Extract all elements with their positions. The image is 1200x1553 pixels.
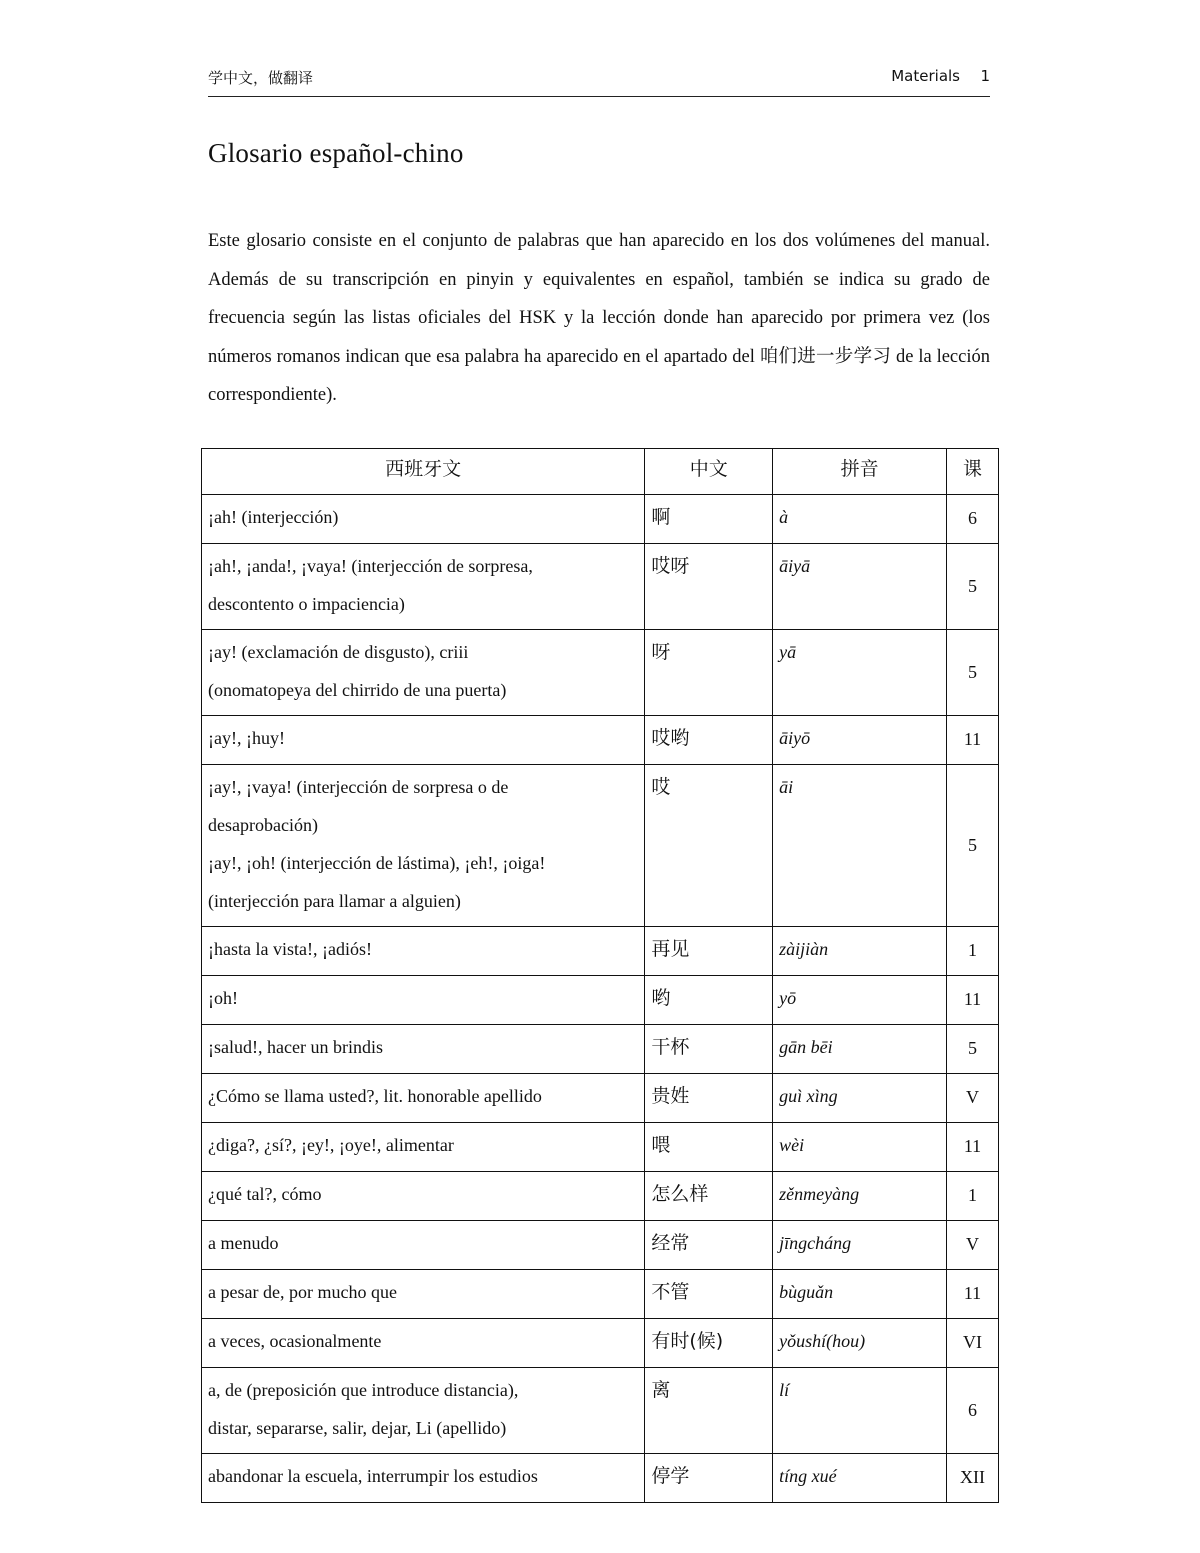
- glossary-table: [201, 448, 999, 1503]
- cell-chinese: 喂: [645, 1123, 773, 1172]
- cell-chinese: 有时(候): [645, 1319, 773, 1368]
- spanish-text-line: ¡hasta la vista!, ¡adiós!: [208, 939, 372, 959]
- cell-pinyin: yō: [773, 976, 947, 1025]
- spanish-text-line: ¿Cómo se llama usted?, lit. honorable apellido: [208, 1086, 542, 1106]
- column-header-lesson: 课: [947, 449, 999, 495]
- spanish-text-line: ¡ay!, ¡vaya! (interjección de sorpresa o de: [208, 777, 509, 797]
- table-header-row: [202, 449, 999, 495]
- table-row: [202, 716, 999, 765]
- cell-spanish: [202, 1454, 645, 1503]
- cell-chinese: 哎哟: [645, 716, 773, 765]
- cell-spanish: [202, 495, 645, 544]
- spanish-text-line: (onomatopeya del chirrido de una puerta): [208, 680, 507, 700]
- spanish-text-line: ¡salud!, hacer un brindis: [208, 1037, 383, 1057]
- cell-chinese: 哎: [645, 765, 773, 927]
- header-page-number: 1: [980, 67, 990, 85]
- spanish-text-line: ¡ah!, ¡anda!, ¡vaya! (interjección de sorpresa,: [208, 556, 533, 576]
- cell-chinese: 贵姓: [645, 1074, 773, 1123]
- cell-lesson: 11: [947, 1123, 999, 1172]
- cell-chinese: 停学: [645, 1454, 773, 1503]
- running-header: [208, 64, 990, 97]
- spanish-text-line: abandonar la escuela, interrumpir los estudios: [208, 1466, 538, 1486]
- spanish-text-line: distar, separarse, salir, dejar, Li (apellido): [208, 1418, 507, 1438]
- column-header-pinyin: 拼音: [773, 449, 947, 495]
- cell-spanish: [202, 1172, 645, 1221]
- table-row: [202, 1270, 999, 1319]
- cell-pinyin: wèi: [773, 1123, 947, 1172]
- cell-spanish: [202, 927, 645, 976]
- cell-spanish: [202, 716, 645, 765]
- cell-lesson: 11: [947, 976, 999, 1025]
- table-row: [202, 495, 999, 544]
- cell-lesson: 5: [947, 765, 999, 927]
- cell-chinese: 干杯: [645, 1025, 773, 1074]
- table-row: [202, 765, 999, 927]
- cell-pinyin: āiyō: [773, 716, 947, 765]
- column-header-spanish: 西班牙文: [202, 449, 645, 495]
- cell-lesson: 5: [947, 544, 999, 630]
- cell-lesson: 11: [947, 1270, 999, 1319]
- cell-lesson: 5: [947, 1025, 999, 1074]
- glossary-table-body: [202, 495, 999, 1503]
- cell-pinyin: jīngcháng: [773, 1221, 947, 1270]
- cell-chinese: 怎么样: [645, 1172, 773, 1221]
- table-row: [202, 1454, 999, 1503]
- intro-paragraph: Este glosario consiste en el conjunto de palabras que han aparecido en los dos volúmenes del manual. Además de su transcripción en pinyin y equivalentes en español, también se indica su grado de frecuencia según las listas oficiales del HSK y la lección donde han aparecido por primera vez (los números romanos indican que esa palabra ha aparecido en el apartado del 咱们进一步学习 de la lección correspondiente).: [208, 231, 990, 405]
- cell-lesson: 11: [947, 716, 999, 765]
- spanish-text-line: ¿qué tal?, cómo: [208, 1184, 322, 1204]
- table-row: [202, 1319, 999, 1368]
- spanish-text-line: ¡ay! (exclamación de disgusto), criii: [208, 642, 469, 662]
- cell-lesson: V: [947, 1074, 999, 1123]
- spanish-text-line: (interjección para llamar a alguien): [208, 891, 461, 911]
- table-row: [202, 1074, 999, 1123]
- table-row: [202, 630, 999, 716]
- cell-spanish: [202, 765, 645, 927]
- cell-lesson: XII: [947, 1454, 999, 1503]
- spanish-text-line: ¿diga?, ¿sí?, ¡ey!, ¡oye!, alimentar: [208, 1135, 454, 1155]
- cell-spanish: [202, 544, 645, 630]
- cell-pinyin: āi: [773, 765, 947, 927]
- spanish-text-line: ¡oh!: [208, 988, 238, 1008]
- cell-chinese: 哟: [645, 976, 773, 1025]
- cell-chinese: 啊: [645, 495, 773, 544]
- cell-pinyin: bùguǎn: [773, 1270, 947, 1319]
- table-row: [202, 1368, 999, 1454]
- table-row: [202, 976, 999, 1025]
- spanish-text-line: a, de (preposición que introduce distancia),: [208, 1380, 519, 1400]
- cell-spanish: [202, 1123, 645, 1172]
- cell-pinyin: guì xìng: [773, 1074, 947, 1123]
- page-title: Glosario español-chino: [208, 138, 464, 168]
- table-row: [202, 1221, 999, 1270]
- cell-chinese: 离: [645, 1368, 773, 1454]
- spanish-text-line: ¡ay!, ¡oh! (interjección de lástima), ¡eh!, ¡oiga!: [208, 853, 546, 873]
- cell-spanish: [202, 1221, 645, 1270]
- cell-pinyin: à: [773, 495, 947, 544]
- table-row: [202, 927, 999, 976]
- spanish-text-line: a pesar de, por mucho que: [208, 1282, 397, 1302]
- cell-spanish: [202, 1368, 645, 1454]
- cell-chinese: 经常: [645, 1221, 773, 1270]
- cell-spanish: [202, 976, 645, 1025]
- header-left-title: 学中文，做翻译: [208, 69, 314, 87]
- cell-pinyin: zěnmeyàng: [773, 1172, 947, 1221]
- cell-lesson: 1: [947, 1172, 999, 1221]
- cell-pinyin: tíng xué: [773, 1454, 947, 1503]
- table-row: [202, 1123, 999, 1172]
- cell-spanish: [202, 1025, 645, 1074]
- cell-lesson: VI: [947, 1319, 999, 1368]
- spanish-text-line: a menudo: [208, 1233, 279, 1253]
- header-section-label: Materials: [891, 67, 960, 85]
- cell-pinyin: āiyā: [773, 544, 947, 630]
- cell-spanish: [202, 630, 645, 716]
- cell-chinese: 不管: [645, 1270, 773, 1319]
- cell-spanish: [202, 1270, 645, 1319]
- cell-pinyin: zàijiàn: [773, 927, 947, 976]
- spanish-text-line: ¡ay!, ¡huy!: [208, 728, 285, 748]
- table-row: [202, 544, 999, 630]
- cell-chinese: 再见: [645, 927, 773, 976]
- cell-chinese: 呀: [645, 630, 773, 716]
- cell-lesson: 6: [947, 1368, 999, 1454]
- spanish-text-line: descontento o impaciencia): [208, 594, 405, 614]
- cell-lesson: 5: [947, 630, 999, 716]
- spanish-text-line: a veces, ocasionalmente: [208, 1331, 382, 1351]
- cell-pinyin: yā: [773, 630, 947, 716]
- cell-pinyin: gān bēi: [773, 1025, 947, 1074]
- column-header-chinese: 中文: [645, 449, 773, 495]
- cell-pinyin: lí: [773, 1368, 947, 1454]
- spanish-text-line: ¡ah! (interjección): [208, 507, 339, 527]
- table-row: [202, 1172, 999, 1221]
- cell-lesson: 1: [947, 927, 999, 976]
- cell-lesson: 6: [947, 495, 999, 544]
- cell-pinyin: yǒushí(hou): [773, 1319, 947, 1368]
- table-row: [202, 1025, 999, 1074]
- spanish-text-line: desaprobación): [208, 815, 318, 835]
- cell-lesson: V: [947, 1221, 999, 1270]
- cell-chinese: 哎呀: [645, 544, 773, 630]
- cell-spanish: [202, 1319, 645, 1368]
- cell-spanish: [202, 1074, 645, 1123]
